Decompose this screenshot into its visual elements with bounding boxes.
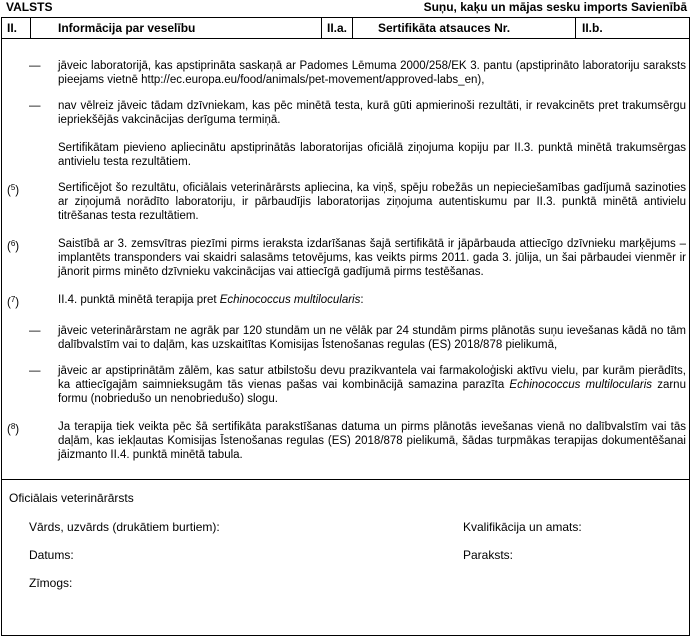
- section-title: Informācija par veselību: [58, 21, 196, 35]
- document-top-line: [6, 0, 687, 15]
- bullet-revaccination: nav vēlreiz jāveic tādam dzīvniekam, kas pēc minētā testa, kurā gūti apmierinoši rezultāti, ir revakcinēts pret trakumsērgu iepriekšējās vakcinācijas derīguma termiņā.: [58, 100, 686, 126]
- country-label: VALSTS: [6, 0, 53, 14]
- name-field-label: Vārds, uzvārds (drukātiem burtiem):: [29, 520, 220, 534]
- header-divider: [352, 18, 353, 38]
- signature-field-label: Paraksts:: [463, 548, 514, 562]
- section-header: [1, 17, 690, 39]
- stamp-field-label: Zīmogs:: [29, 576, 73, 590]
- header-divider: [321, 18, 322, 38]
- header-divider: [30, 18, 31, 38]
- bullet-laboratory: jāveic laboratorijā, kas apstiprināta saskaņā ar Padomes Lēmuma 2000/258/EK 3. pantu (apstiprināto laboratoriju saraksts pieejams vietnē http://ec.europa.eu/food/animals/pet-movement/approved-labs_en),: [58, 60, 686, 86]
- bullet-dash: —: [29, 325, 41, 337]
- qualification-field-label: Kvalifikācija un amats:: [463, 520, 582, 534]
- footnote-number: ($^6$): [7, 239, 20, 253]
- footnote-5-text: Sertificējot šo rezultātu, oficiālais veterinārārsts apliecina, ka viņš, spēju robežās un nepieciešamības gadījumā sazinoties ar ziņojumā norādīto laboratoriju, ir pārbaudījis laboratorijas ziņojuma autentiskumu par II.3. punktā minētā antivielu titrēšanas testa rezultātiem.: [58, 182, 686, 222]
- certificate-subject: Suņu, kaķu un mājas sesku imports Savienībā: [423, 0, 687, 14]
- bullet-approved-medicine: jāveic ar apstiprinātām zālēm, kas satur atbilstošu devu prazikvantela vai farmakoloģiski aktīvu vielu, par kurām pierādīts, ka attiecīgajām saimnieksugām tās vienas pašas vai kombinācijā samazina parazīta Echinococcus multilocularis zarnu formu (nobriedušo un nenobriedušo) slogu.: [58, 365, 686, 405]
- header-divider: [575, 18, 576, 38]
- footnote-number: ($^7$): [7, 295, 20, 309]
- bullet-dash: —: [29, 365, 41, 377]
- footnote-number: ($^8$): [7, 422, 20, 436]
- paragraph-certificate-copy: Sertifikātam pievieno apliecinātu apstiprinātās laboratorijas oficiālā ziņojuma kopiju par II.3. punktā minētā trakumsērgas antivielu testa rezultātiem.: [58, 142, 686, 168]
- bullet-vet-timing: jāveic veterinārārstam ne agrāk par 120 stundām un ne vēlāk par 24 stundām pirms plānotās suņu ievešanas kādā no tām dalībvalstīm vai to daļām, kas uzskaitītas Komisijas Īstenošanas regulas (ES) 2018/878 pielikumā,: [58, 325, 686, 351]
- veterinarian-signature-block: [1, 480, 690, 636]
- reference-a: II.a.: [327, 21, 348, 35]
- health-information-body: [1, 38, 690, 480]
- bullet-dash: —: [29, 100, 41, 112]
- footnote-number: ($^5$): [7, 183, 20, 197]
- reference-label: Sertifikāta atsauces Nr.: [378, 21, 511, 35]
- date-field-label: Datums:: [29, 548, 74, 562]
- section-number: II.: [7, 21, 18, 35]
- footnote-8-text: Ja terapija tiek veikta pēc šā sertifikāta parakstīšanas datuma un pirms plānotās ievešanas vienā no dalībvalstīm vai tās daļām, kas iekļautas Komisijas Īstenošanas regulas (ES) 2018/878 pielikumā, šādas turpmākas terapijas dokumentēšanai jāizmanto II.4. punktā minētā tabula.: [58, 421, 686, 461]
- reference-b: II.b.: [582, 21, 603, 35]
- footnote-6-text: Saistībā ar 3. zemsvītras piezīmi pirms ieraksta izdarīšanas šajā sertifikātā ir jāpārbauda attiecīgo dzīvnieku marķējums – implantēts transponders vai skaidri salasāms tetovējums, kas veikts pirms 2011. gada 3. jūlija, un šai pārbaudei vienmēr ir jānorit pirms minēto dzīvnieku vakcinācijas vai attiecīgā gadījumā pirms testēšanas.: [58, 238, 686, 278]
- bullet-dash: —: [29, 60, 41, 72]
- footnote-7-text: II.4. punktā minētā terapija pret Echinococcus multilocularis:: [58, 294, 364, 306]
- official-veterinarian-heading: Oficiālais veterinārārsts: [9, 491, 134, 505]
